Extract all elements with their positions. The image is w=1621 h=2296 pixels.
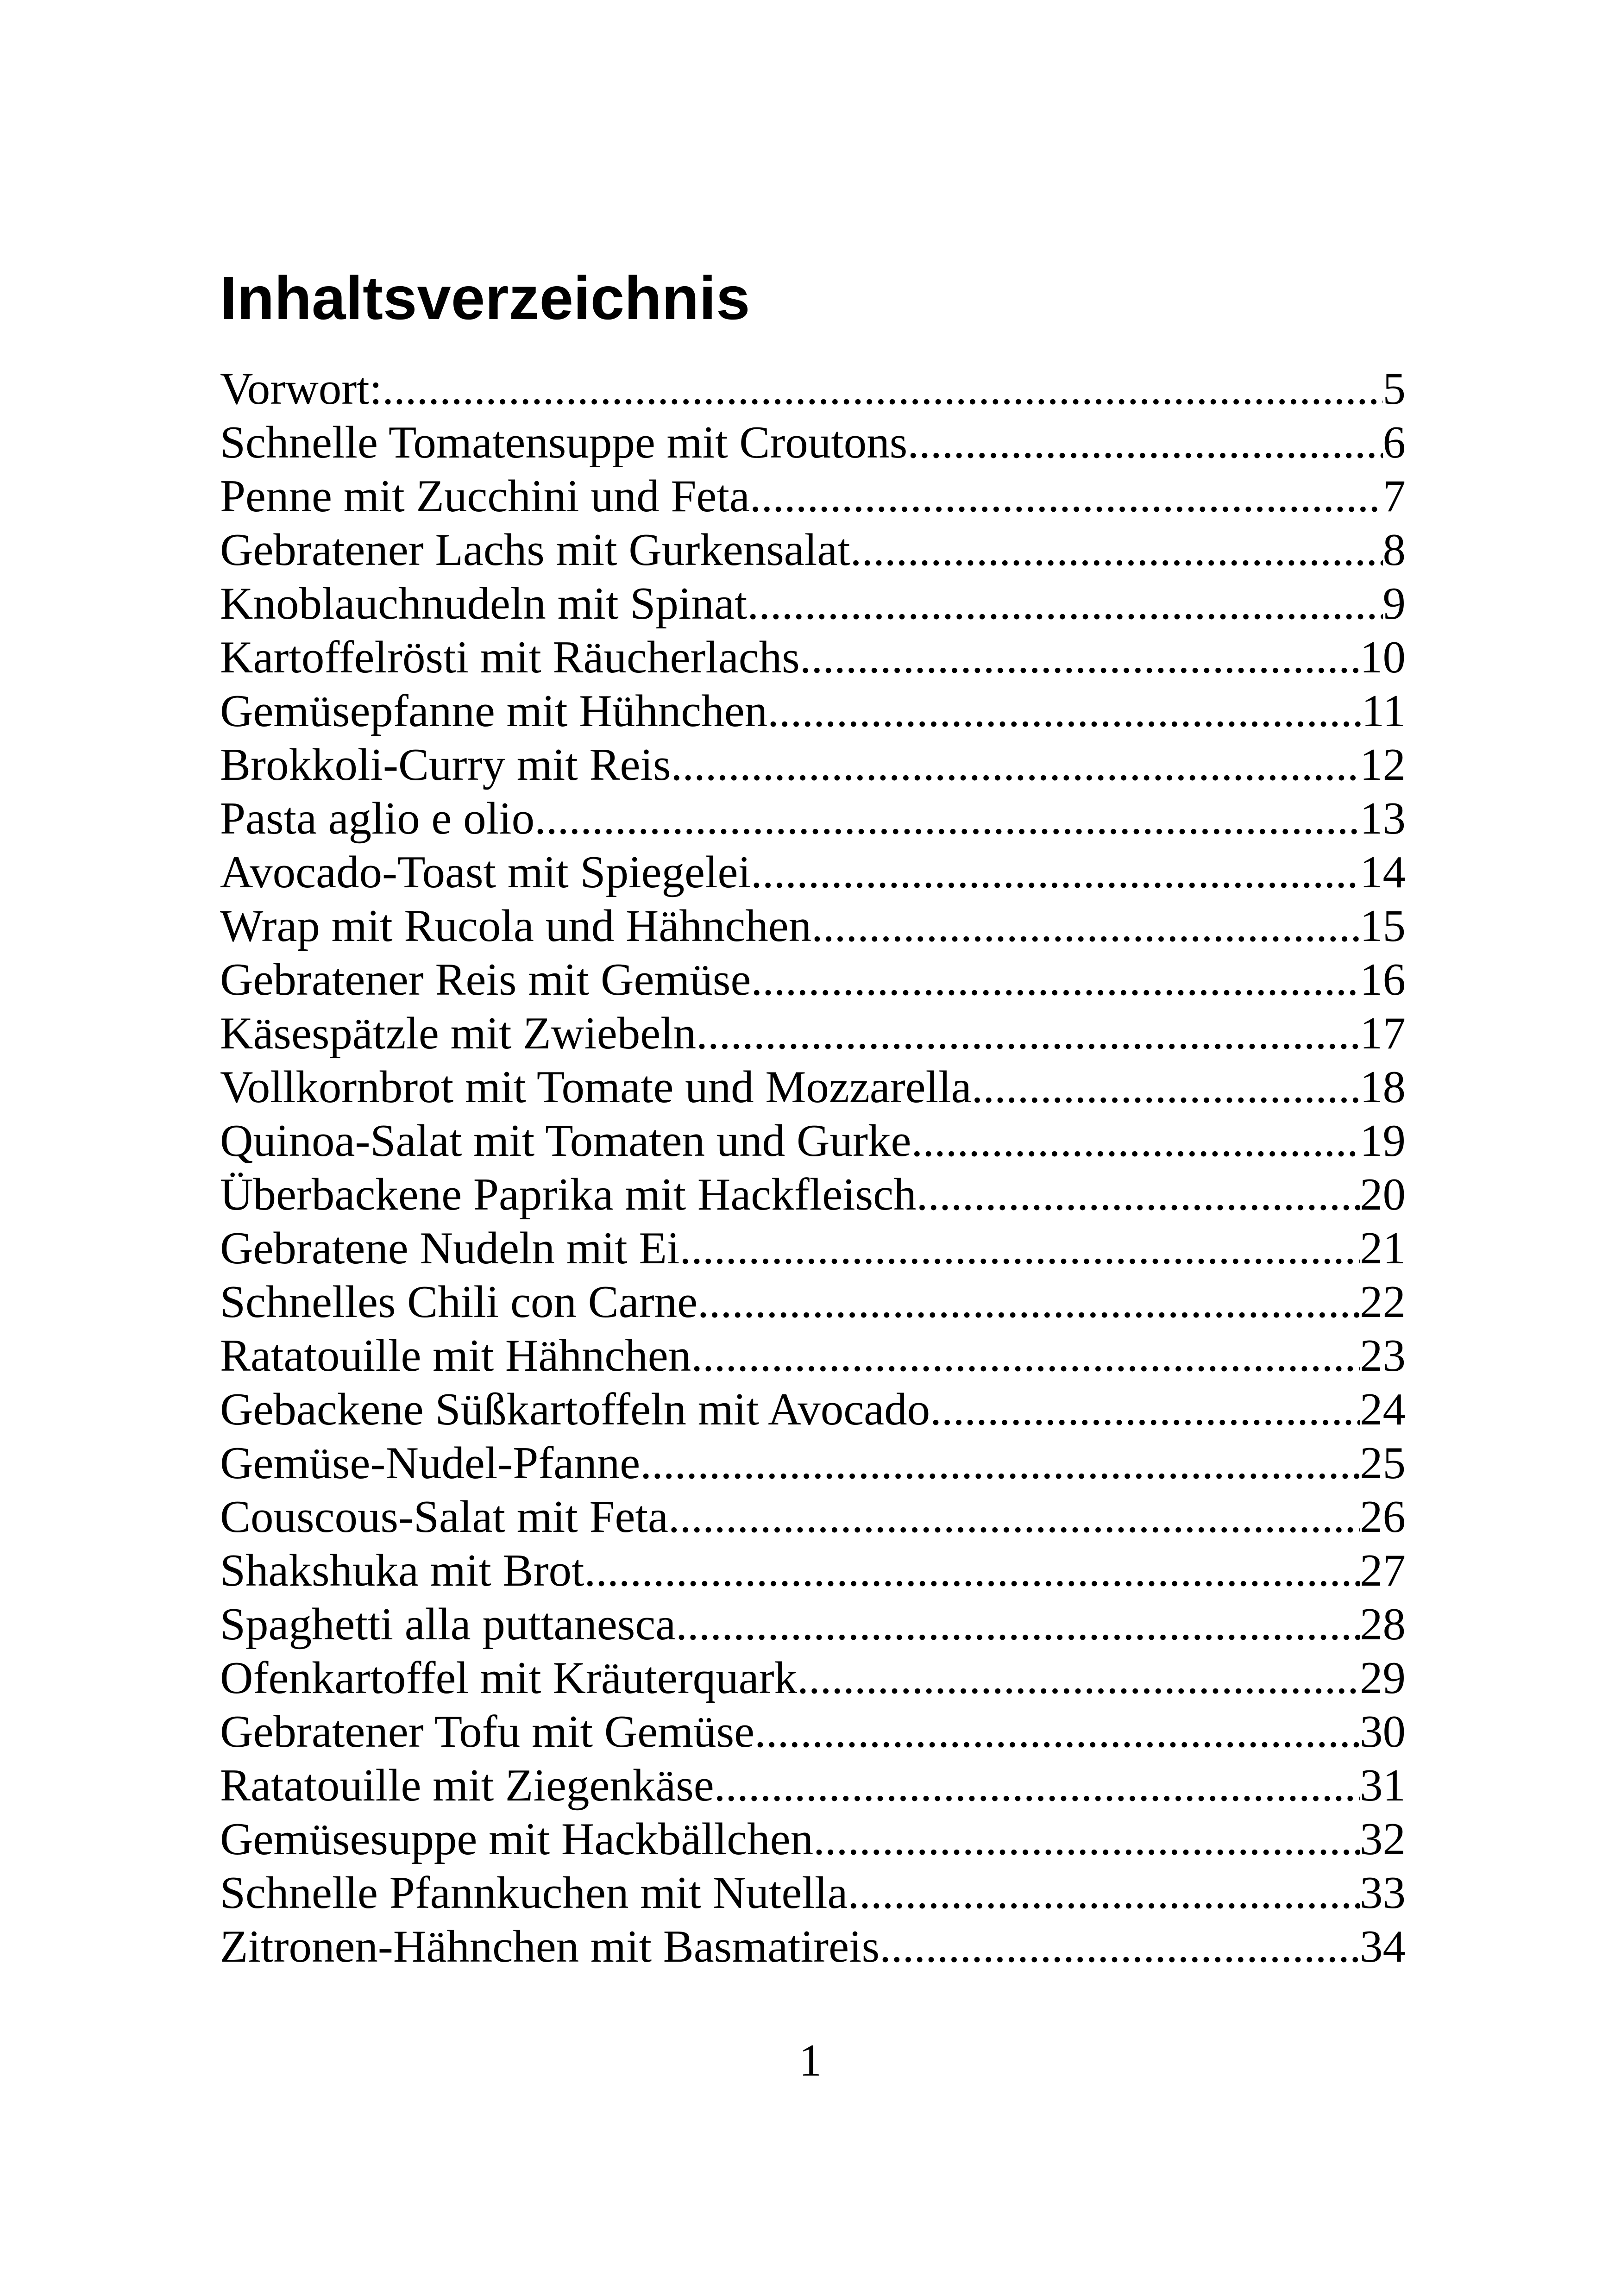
toc-entry[interactable] (220, 631, 1406, 684)
toc-entry-page-number: 25 (1360, 1438, 1406, 1488)
toc-entry-title: Gebratene Nudeln mit Ei (220, 1223, 680, 1273)
toc-dot-leader (534, 792, 1360, 846)
toc-entry[interactable] (220, 1007, 1406, 1060)
toc-dot-leader (800, 631, 1360, 684)
toc-entry[interactable] (220, 1920, 1406, 1974)
toc-entry[interactable] (220, 470, 1406, 523)
toc-dot-leader (767, 684, 1362, 738)
toc-entry-title: Avocado-Toast mit Spiegelei (220, 847, 751, 897)
toc-dot-leader (676, 1598, 1360, 1651)
toc-entry[interactable] (220, 1705, 1406, 1759)
toc-entry[interactable] (220, 1813, 1406, 1866)
toc-dot-leader (697, 1275, 1360, 1329)
toc-entry-page-number: 30 (1360, 1706, 1406, 1757)
toc-entry-page-number: 9 (1382, 578, 1406, 629)
page-number: 1 (799, 2035, 822, 2086)
toc-entry-title: Spaghetti alla puttanesca (220, 1599, 676, 1650)
toc-entry[interactable] (220, 1222, 1406, 1275)
toc-entry-title: Ratatouille mit Ziegenkäse (220, 1760, 714, 1811)
toc-dot-leader (754, 1705, 1360, 1759)
toc-dot-leader (751, 846, 1360, 899)
toc-entry-title: Shakshuka mit Brot (220, 1545, 584, 1596)
toc-entry-page-number: 14 (1360, 847, 1406, 897)
toc-dot-leader (671, 738, 1360, 792)
toc-entry-page-number: 31 (1360, 1760, 1406, 1811)
toc-dot-leader (797, 1651, 1360, 1705)
toc-entry-title: Schnelles Chili con Carne (220, 1277, 698, 1327)
toc-entry-page-number: 22 (1360, 1277, 1406, 1327)
toc-entry[interactable] (220, 1168, 1406, 1222)
toc-entry[interactable] (220, 1490, 1406, 1544)
toc-dot-leader (848, 1866, 1360, 1920)
toc-entry-title: Knoblauchnudeln mit Spinat (220, 578, 748, 629)
toc-entry-title: Kartoffelrösti mit Räucherlachs (220, 632, 800, 683)
toc-entry-page-number: 33 (1360, 1868, 1406, 1918)
toc-entry-title: Couscous-Salat mit Feta (220, 1492, 668, 1542)
toc-entry-page-number: 27 (1360, 1545, 1406, 1596)
toc-entry-page-number: 7 (1382, 471, 1406, 521)
toc-dot-leader (917, 1168, 1360, 1222)
toc-entry-title: Vorwort: (220, 364, 383, 414)
toc-entry-page-number: 10 (1360, 632, 1406, 683)
toc-dot-leader (907, 416, 1382, 470)
toc-entry-page-number: 21 (1360, 1223, 1406, 1273)
toc-entry-title: Gebratener Tofu mit Gemüse (220, 1706, 755, 1757)
toc-dot-leader (972, 1060, 1360, 1114)
toc-entry-page-number: 32 (1360, 1814, 1406, 1864)
toc-dot-leader (696, 1007, 1360, 1060)
toc-entry-page-number: 17 (1360, 1008, 1406, 1059)
table-of-contents (220, 362, 1406, 1974)
toc-entry-title: Gemüse-Nudel-Pfanne (220, 1438, 641, 1488)
toc-entry-page-number: 5 (1382, 364, 1406, 414)
toc-dot-leader (930, 1383, 1360, 1437)
toc-entry[interactable] (220, 1114, 1406, 1168)
toc-entry-page-number: 26 (1360, 1492, 1406, 1542)
toc-entry-title: Zitronen-Hähnchen mit Basmatireis (220, 1921, 880, 1972)
toc-entry-page-number: 23 (1360, 1330, 1406, 1381)
toc-entry-title: Schnelle Pfannkuchen mit Nutella (220, 1868, 848, 1918)
toc-entry-page-number: 15 (1360, 901, 1406, 951)
toc-dot-leader (668, 1490, 1360, 1544)
toc-entry-title: Ratatouille mit Hähnchen (220, 1330, 691, 1381)
toc-dot-leader (850, 523, 1383, 577)
toc-dot-leader (714, 1759, 1360, 1813)
toc-entry[interactable] (220, 953, 1406, 1007)
toc-entry[interactable] (220, 1866, 1406, 1920)
toc-entry-title: Schnelle Tomatensuppe mit Croutons (220, 417, 908, 468)
toc-entry-title: Gebratener Lachs mit Gurkensalat (220, 525, 850, 575)
toc-entry-title: Penne mit Zucchini und Feta (220, 471, 750, 521)
toc-entry-title: Quinoa-Salat mit Tomaten und Gurke (220, 1116, 911, 1166)
toc-entry-page-number: 11 (1361, 686, 1406, 736)
toc-entry-page-number: 16 (1360, 954, 1406, 1005)
toc-entry-title: Gemüsepfanne mit Hühnchen (220, 686, 768, 736)
toc-entry-title: Brokkoli-Curry mit Reis (220, 740, 671, 790)
toc-entry[interactable] (220, 846, 1406, 899)
toc-entry[interactable] (220, 523, 1406, 577)
toc-dot-leader (584, 1544, 1360, 1598)
toc-entry-title: Wrap mit Rucola und Hähnchen (220, 901, 812, 951)
toc-entry-page-number: 13 (1360, 793, 1406, 844)
toc-entry[interactable] (220, 1275, 1406, 1329)
toc-entry-page-number: 24 (1360, 1384, 1406, 1435)
toc-entry-title: Ofenkartoffel mit Kräuterquark (220, 1653, 798, 1703)
toc-entry[interactable] (220, 577, 1406, 631)
toc-entry-page-number: 28 (1360, 1599, 1406, 1650)
toc-entry-page-number: 6 (1382, 417, 1406, 468)
toc-entry-page-number: 34 (1360, 1921, 1406, 1972)
toc-entry-title: Vollkornbrot mit Tomate und Mozzarella (220, 1062, 972, 1112)
toc-dot-leader (640, 1437, 1360, 1490)
toc-entry[interactable] (220, 899, 1406, 953)
toc-dot-leader (880, 1920, 1360, 1974)
toc-entry[interactable] (220, 1329, 1406, 1383)
toc-dot-leader (813, 1813, 1360, 1866)
toc-entry-page-number: 12 (1360, 740, 1406, 790)
toc-dot-leader (747, 577, 1382, 631)
toc-entry-title: Käsespätzle mit Zwiebeln (220, 1008, 697, 1059)
toc-dot-leader (751, 953, 1360, 1007)
toc-dot-leader (750, 470, 1383, 523)
toc-entry-page-number: 18 (1360, 1062, 1406, 1112)
toc-entry-page-number: 29 (1360, 1653, 1406, 1703)
toc-entry-page-number: 19 (1360, 1116, 1406, 1166)
toc-entry-title: Gebratener Reis mit Gemüse (220, 954, 751, 1005)
toc-entry[interactable] (220, 1437, 1406, 1490)
toc-entry-page-number: 20 (1360, 1169, 1406, 1220)
toc-dot-leader (679, 1222, 1360, 1275)
toc-entry[interactable] (220, 1651, 1406, 1705)
toc-entry-title: Überbackene Paprika mit Hackfleisch (220, 1169, 917, 1220)
toc-dot-leader (811, 899, 1360, 953)
toc-entry[interactable] (220, 416, 1406, 470)
toc-dot-leader (382, 362, 1382, 416)
toc-entry-title: Gebackene Süßkartoffeln mit Avocado (220, 1384, 930, 1435)
toc-entry-title: Pasta aglio e olio (220, 793, 535, 844)
toc-entry[interactable] (220, 792, 1406, 846)
toc-entry[interactable] (220, 1759, 1406, 1813)
toc-heading: Inhaltsverzeichnis (220, 264, 750, 332)
toc-entry-page-number: 8 (1382, 525, 1406, 575)
toc-dot-leader (691, 1329, 1360, 1383)
toc-entry[interactable] (220, 1544, 1406, 1598)
toc-entry[interactable] (220, 738, 1406, 792)
toc-entry-title: Gemüsesuppe mit Hackbällchen (220, 1814, 814, 1864)
toc-entry[interactable] (220, 1060, 1406, 1114)
toc-entry[interactable] (220, 362, 1406, 416)
toc-dot-leader (911, 1114, 1360, 1168)
toc-entry[interactable] (220, 1383, 1406, 1437)
toc-entry[interactable] (220, 1598, 1406, 1651)
toc-entry[interactable] (220, 684, 1406, 738)
